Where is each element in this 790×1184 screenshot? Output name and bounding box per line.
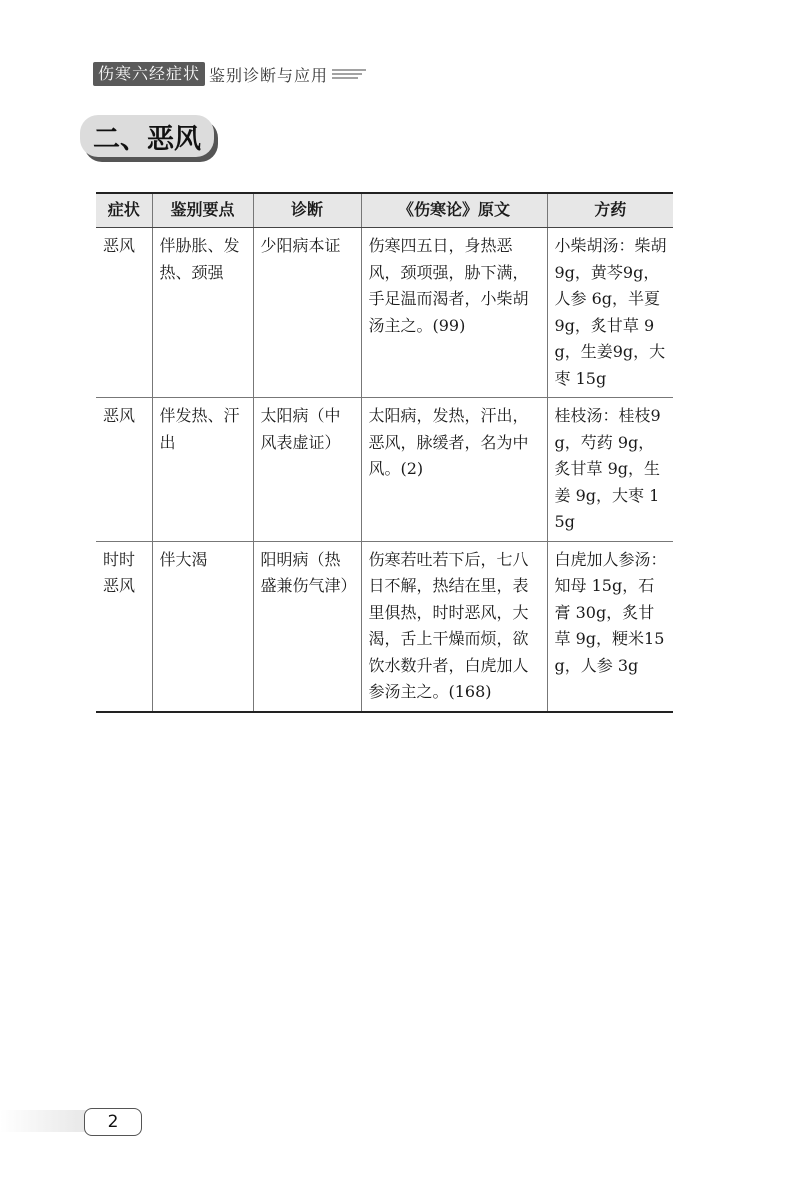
cell-original-text: 太阳病，发热，汗出，恶风，脉缓者，名为中风。(2) [361,398,547,542]
cell-diagnosis: 少阳病本证 [253,228,361,398]
table-row [96,541,673,712]
book-title-rest: 鉴别诊断与应用 [209,65,329,85]
table-row [96,228,673,398]
table-header-row [96,193,673,228]
cell-original-text: 伤寒若吐若下后，七八日不解，热结在里，表里俱热，时时恶风，大渴，舌上干燥而烦，欲饮水数升者，白虎加人参汤主之。(168) [361,541,547,712]
column-header-key-points: 鉴别要点 [152,193,253,228]
decorative-lines-icon [332,68,368,80]
cell-diagnosis: 阳明病（热盛兼伤气津） [253,541,361,712]
cell-symptom: 恶风 [96,398,152,542]
cell-key-points: 伴胁胀、发热、颈强 [152,228,253,398]
column-header-diagnosis: 诊断 [253,193,361,228]
column-header-prescription: 方药 [547,193,673,228]
table-row [96,398,673,542]
cell-key-points: 伴大渴 [152,541,253,712]
symptom-table [96,192,673,713]
cell-prescription: 小柴胡汤：柴胡 9g，黄芩9g，人参 6g，半夏 9g，炙甘草 9g，生姜9g，大枣 15g [547,228,673,398]
cell-original-text: 伤寒四五日，身热恶风，颈项强，胁下满，手足温而渴者，小柴胡汤主之。(99) [361,228,547,398]
cell-key-points: 伴发热、汗出 [152,398,253,542]
running-header [93,62,368,86]
cell-prescription: 白虎加人参汤：知母 15g，石膏 30g，炙甘草 9g，粳米15g，人参 3g [547,541,673,712]
book-title-highlight: 伤寒六经症状 [93,62,205,86]
cell-prescription: 桂枝汤：桂枝9g，芍药 9g，炙甘草 9g，生姜 9g，大枣 15g [547,398,673,542]
cell-symptom: 恶风 [96,228,152,398]
column-header-symptom: 症状 [96,193,152,228]
cell-diagnosis: 太阳病（中风表虚证） [253,398,361,542]
page-number: 2 [84,1108,142,1136]
cell-symptom: 时时恶风 [96,541,152,712]
column-header-original-text: 《伤寒论》原文 [361,193,547,228]
section-title: 二、恶风 [80,115,214,157]
